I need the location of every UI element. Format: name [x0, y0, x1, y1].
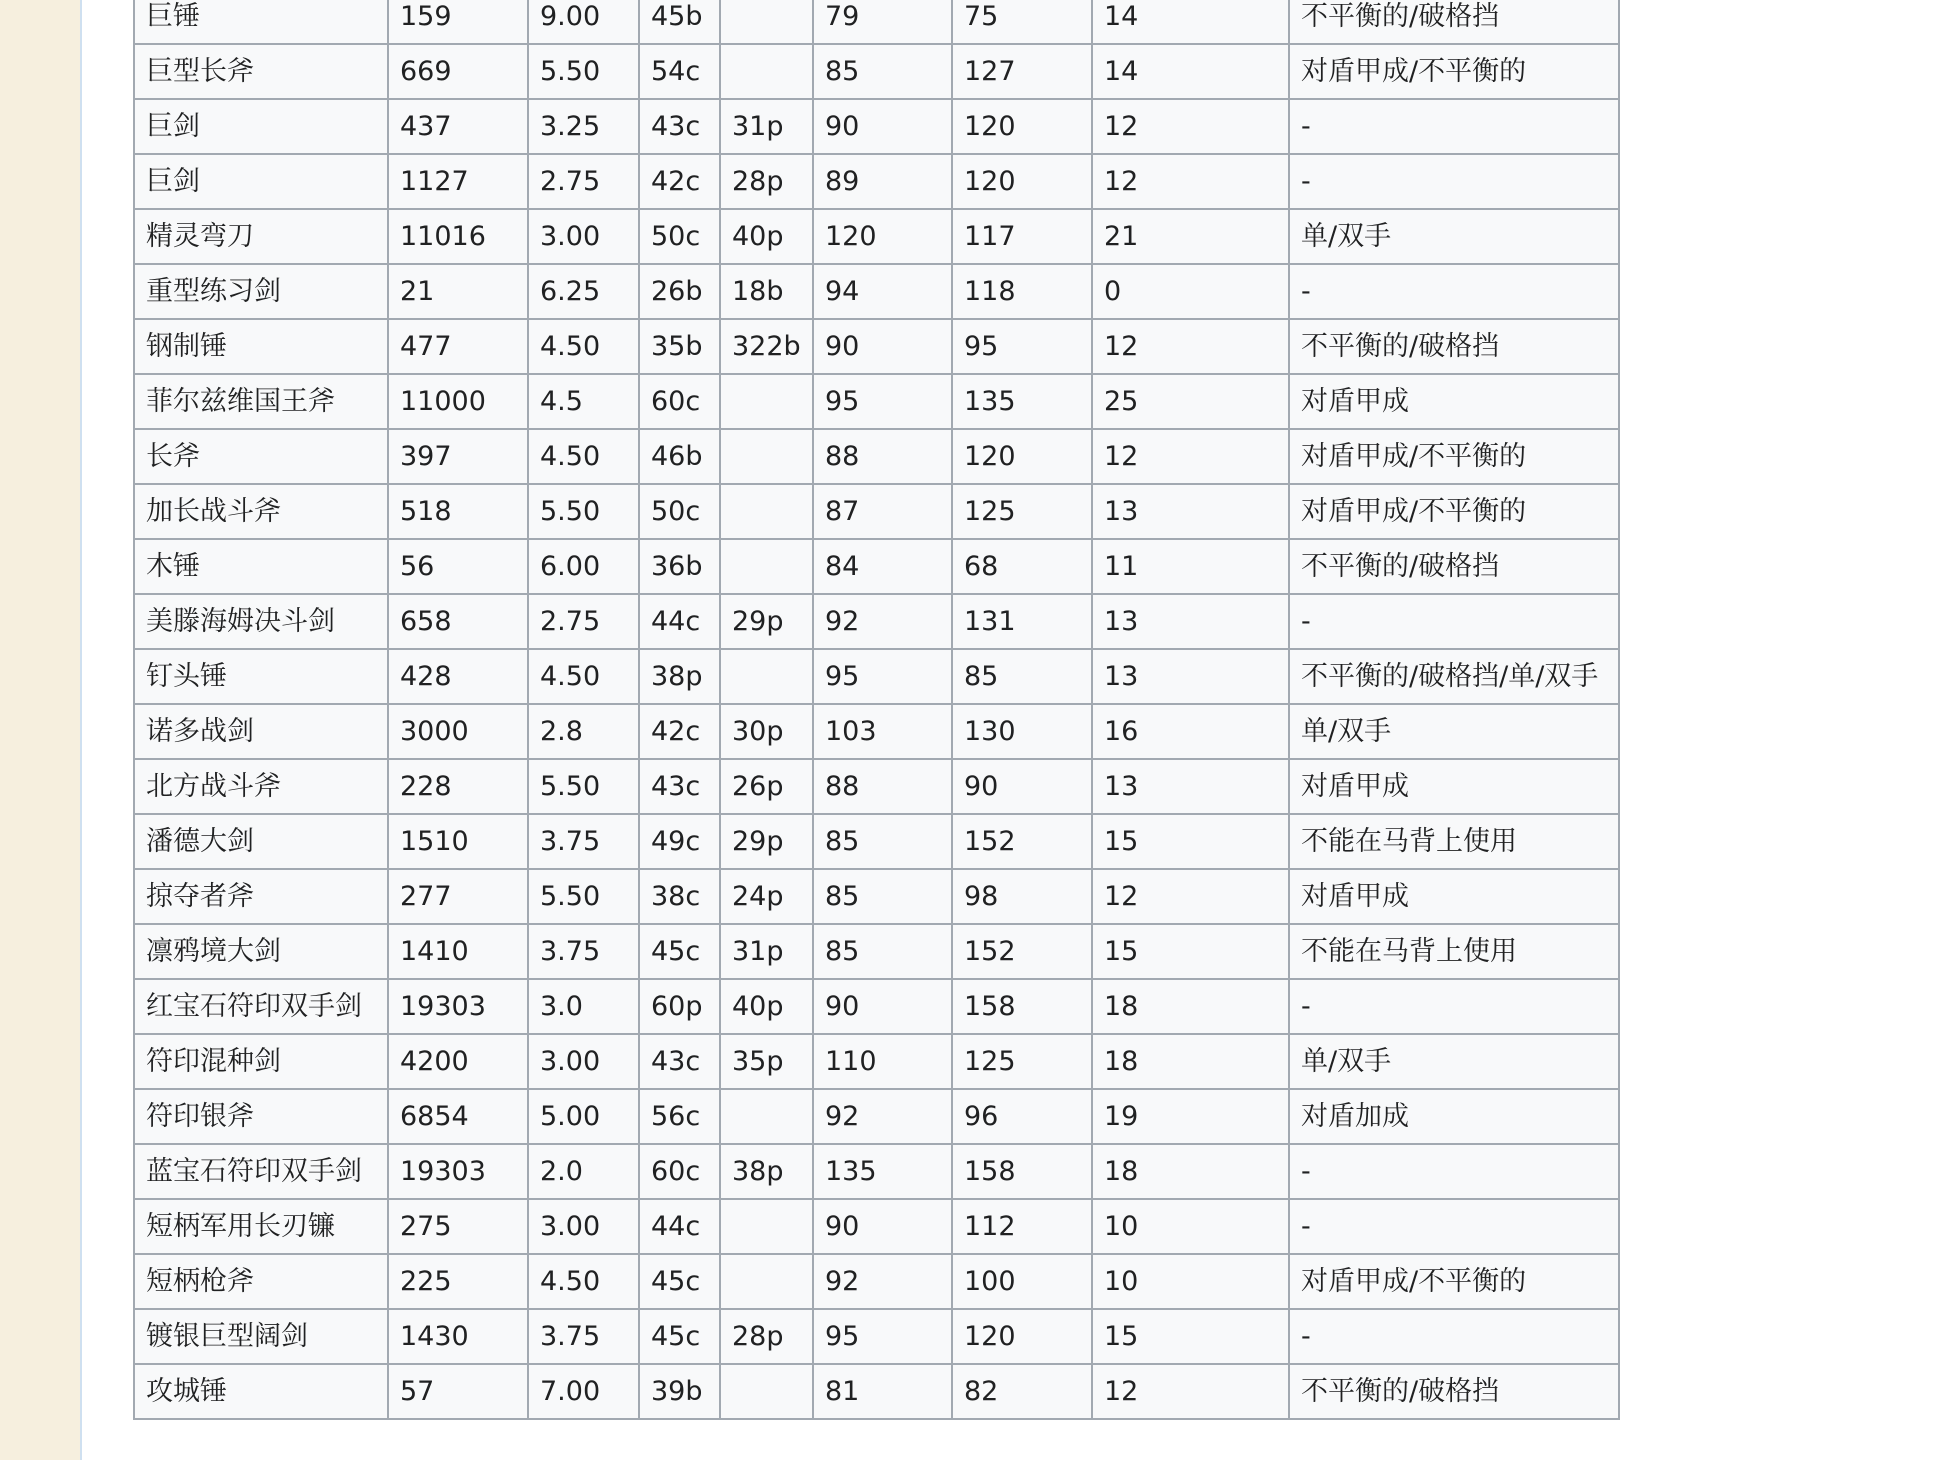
thrust-damage-cell: 29p: [720, 594, 813, 649]
thrust-damage-cell: 18b: [720, 264, 813, 319]
reach-cell: 130: [952, 704, 1092, 759]
weapon-name-cell: 符印银斧: [134, 1089, 388, 1144]
difficulty-cell: 18: [1092, 979, 1289, 1034]
price-cell: 1510: [388, 814, 528, 869]
notes-cell: 不能在马背上使用: [1289, 924, 1619, 979]
thrust-damage-cell: [720, 539, 813, 594]
swing-damage-cell: 38c: [639, 869, 720, 924]
speed-cell: 90: [813, 99, 952, 154]
table-row: [134, 209, 1619, 264]
speed-cell: 90: [813, 979, 952, 1034]
table-row: [134, 924, 1619, 979]
swing-damage-cell: 45c: [639, 1254, 720, 1309]
weight-cell: 5.50: [528, 759, 639, 814]
notes-cell: 对盾甲成/不平衡的: [1289, 44, 1619, 99]
table-row: [134, 1144, 1619, 1199]
notes-cell: 不平衡的/破格挡: [1289, 539, 1619, 594]
difficulty-cell: 14: [1092, 44, 1289, 99]
weapon-name-cell: 加长战斗斧: [134, 484, 388, 539]
price-cell: 1127: [388, 154, 528, 209]
speed-cell: 95: [813, 649, 952, 704]
swing-damage-cell: 44c: [639, 594, 720, 649]
thrust-damage-cell: [720, 0, 813, 44]
weapon-name-cell: 精灵弯刀: [134, 209, 388, 264]
speed-cell: 85: [813, 869, 952, 924]
price-cell: 477: [388, 319, 528, 374]
weapon-name-cell: 北方战斗斧: [134, 759, 388, 814]
table-row: [134, 649, 1619, 704]
price-cell: 1430: [388, 1309, 528, 1364]
table-row: [134, 1199, 1619, 1254]
difficulty-cell: 18: [1092, 1144, 1289, 1199]
price-cell: 397: [388, 429, 528, 484]
price-cell: 518: [388, 484, 528, 539]
price-cell: 277: [388, 869, 528, 924]
difficulty-cell: 25: [1092, 374, 1289, 429]
notes-cell: -: [1289, 1144, 1619, 1199]
table-row: [134, 484, 1619, 539]
price-cell: 56: [388, 539, 528, 594]
weapon-name-cell: 长斧: [134, 429, 388, 484]
table-row: [134, 0, 1619, 44]
thrust-damage-cell: 31p: [720, 99, 813, 154]
notes-cell: 对盾甲成: [1289, 374, 1619, 429]
swing-damage-cell: 60c: [639, 1144, 720, 1199]
notes-cell: 对盾甲成/不平衡的: [1289, 429, 1619, 484]
notes-cell: -: [1289, 99, 1619, 154]
price-cell: 19303: [388, 1144, 528, 1199]
notes-cell: 不平衡的/破格挡: [1289, 319, 1619, 374]
thrust-damage-cell: [720, 374, 813, 429]
speed-cell: 92: [813, 594, 952, 649]
speed-cell: 120: [813, 209, 952, 264]
price-cell: 6854: [388, 1089, 528, 1144]
notes-cell: 不平衡的/破格挡: [1289, 0, 1619, 44]
speed-cell: 89: [813, 154, 952, 209]
reach-cell: 125: [952, 1034, 1092, 1089]
swing-damage-cell: 26b: [639, 264, 720, 319]
difficulty-cell: 16: [1092, 704, 1289, 759]
speed-cell: 88: [813, 759, 952, 814]
reach-cell: 82: [952, 1364, 1092, 1419]
swing-damage-cell: 36b: [639, 539, 720, 594]
reach-cell: 152: [952, 814, 1092, 869]
notes-cell: -: [1289, 594, 1619, 649]
weapon-name-cell: 钉头锤: [134, 649, 388, 704]
reach-cell: 120: [952, 99, 1092, 154]
reach-cell: 125: [952, 484, 1092, 539]
swing-damage-cell: 49c: [639, 814, 720, 869]
table-row: [134, 44, 1619, 99]
speed-cell: 85: [813, 814, 952, 869]
weapon-name-cell: 镀银巨型阔剑: [134, 1309, 388, 1364]
speed-cell: 103: [813, 704, 952, 759]
speed-cell: 95: [813, 1309, 952, 1364]
weapons-table-body: [134, 0, 1619, 1419]
weapon-name-cell: 掠夺者斧: [134, 869, 388, 924]
table-row: [134, 99, 1619, 154]
price-cell: 669: [388, 44, 528, 99]
weight-cell: 5.00: [528, 1089, 639, 1144]
weapon-name-cell: 巨剑: [134, 99, 388, 154]
swing-damage-cell: 54c: [639, 44, 720, 99]
weight-cell: 5.50: [528, 869, 639, 924]
reach-cell: 112: [952, 1199, 1092, 1254]
swing-damage-cell: 39b: [639, 1364, 720, 1419]
table-row: [134, 1254, 1619, 1309]
weight-cell: 6.00: [528, 539, 639, 594]
notes-cell: 不能在马背上使用: [1289, 814, 1619, 869]
table-row: [134, 1034, 1619, 1089]
difficulty-cell: 15: [1092, 924, 1289, 979]
difficulty-cell: 19: [1092, 1089, 1289, 1144]
weapon-name-cell: 重型练习剑: [134, 264, 388, 319]
table-row: [134, 869, 1619, 924]
swing-damage-cell: 45c: [639, 1309, 720, 1364]
price-cell: 228: [388, 759, 528, 814]
thrust-damage-cell: 35p: [720, 1034, 813, 1089]
speed-cell: 135: [813, 1144, 952, 1199]
price-cell: 275: [388, 1199, 528, 1254]
weight-cell: 2.75: [528, 154, 639, 209]
notes-cell: 对盾甲成: [1289, 759, 1619, 814]
difficulty-cell: 10: [1092, 1199, 1289, 1254]
swing-damage-cell: 44c: [639, 1199, 720, 1254]
table-row: [134, 979, 1619, 1034]
table-row: [134, 319, 1619, 374]
weight-cell: 6.25: [528, 264, 639, 319]
thrust-damage-cell: [720, 484, 813, 539]
reach-cell: 158: [952, 1144, 1092, 1199]
speed-cell: 87: [813, 484, 952, 539]
difficulty-cell: 12: [1092, 154, 1289, 209]
notes-cell: -: [1289, 264, 1619, 319]
difficulty-cell: 12: [1092, 99, 1289, 154]
table-row: [134, 539, 1619, 594]
price-cell: 3000: [388, 704, 528, 759]
swing-damage-cell: 43c: [639, 759, 720, 814]
difficulty-cell: 15: [1092, 814, 1289, 869]
table-row: [134, 1089, 1619, 1144]
table-row: [134, 704, 1619, 759]
notes-cell: -: [1289, 1199, 1619, 1254]
thrust-damage-cell: [720, 1089, 813, 1144]
weight-cell: 3.75: [528, 924, 639, 979]
table-row: [134, 759, 1619, 814]
weight-cell: 4.50: [528, 319, 639, 374]
price-cell: 19303: [388, 979, 528, 1034]
notes-cell: 对盾甲成/不平衡的: [1289, 1254, 1619, 1309]
weight-cell: 3.00: [528, 1034, 639, 1089]
weight-cell: 2.75: [528, 594, 639, 649]
speed-cell: 84: [813, 539, 952, 594]
thrust-damage-cell: [720, 44, 813, 99]
reach-cell: 120: [952, 154, 1092, 209]
swing-damage-cell: 50c: [639, 484, 720, 539]
left-margin-panel: [0, 0, 82, 1460]
swing-damage-cell: 45c: [639, 924, 720, 979]
reach-cell: 131: [952, 594, 1092, 649]
weight-cell: 4.5: [528, 374, 639, 429]
speed-cell: 94: [813, 264, 952, 319]
swing-damage-cell: 46b: [639, 429, 720, 484]
weight-cell: 4.50: [528, 649, 639, 704]
weapon-name-cell: 钢制锤: [134, 319, 388, 374]
swing-damage-cell: 60p: [639, 979, 720, 1034]
difficulty-cell: 14: [1092, 0, 1289, 44]
speed-cell: 85: [813, 44, 952, 99]
thrust-damage-cell: 29p: [720, 814, 813, 869]
notes-cell: 单/双手: [1289, 209, 1619, 264]
swing-damage-cell: 43c: [639, 1034, 720, 1089]
speed-cell: 95: [813, 374, 952, 429]
swing-damage-cell: 38p: [639, 649, 720, 704]
page-content: [84, 0, 1946, 1460]
difficulty-cell: 13: [1092, 759, 1289, 814]
difficulty-cell: 11: [1092, 539, 1289, 594]
weapon-name-cell: 木锤: [134, 539, 388, 594]
weapon-name-cell: 符印混种剑: [134, 1034, 388, 1089]
thrust-damage-cell: 30p: [720, 704, 813, 759]
reach-cell: 127: [952, 44, 1092, 99]
reach-cell: 85: [952, 649, 1092, 704]
price-cell: 437: [388, 99, 528, 154]
speed-cell: 110: [813, 1034, 952, 1089]
difficulty-cell: 10: [1092, 1254, 1289, 1309]
weapon-name-cell: 潘德大剑: [134, 814, 388, 869]
reach-cell: 75: [952, 0, 1092, 44]
thrust-damage-cell: 28p: [720, 154, 813, 209]
speed-cell: 88: [813, 429, 952, 484]
thrust-damage-cell: 38p: [720, 1144, 813, 1199]
speed-cell: 79: [813, 0, 952, 44]
reach-cell: 100: [952, 1254, 1092, 1309]
thrust-damage-cell: 31p: [720, 924, 813, 979]
table-row: [134, 814, 1619, 869]
weapon-name-cell: 巨型长斧: [134, 44, 388, 99]
weight-cell: 3.00: [528, 209, 639, 264]
weapon-name-cell: 美滕海姆决斗剑: [134, 594, 388, 649]
thrust-damage-cell: 40p: [720, 209, 813, 264]
difficulty-cell: 15: [1092, 1309, 1289, 1364]
table-row: [134, 594, 1619, 649]
weight-cell: 3.75: [528, 814, 639, 869]
difficulty-cell: 13: [1092, 649, 1289, 704]
thrust-damage-cell: [720, 1199, 813, 1254]
speed-cell: 92: [813, 1254, 952, 1309]
reach-cell: 152: [952, 924, 1092, 979]
price-cell: 1410: [388, 924, 528, 979]
thrust-damage-cell: 322b: [720, 319, 813, 374]
weapon-name-cell: 菲尔兹维国王斧: [134, 374, 388, 429]
weight-cell: 3.00: [528, 1199, 639, 1254]
notes-cell: -: [1289, 1309, 1619, 1364]
price-cell: 658: [388, 594, 528, 649]
notes-cell: 对盾甲成: [1289, 869, 1619, 924]
notes-cell: 单/双手: [1289, 1034, 1619, 1089]
table-row: [134, 1309, 1619, 1364]
reach-cell: 95: [952, 319, 1092, 374]
speed-cell: 92: [813, 1089, 952, 1144]
swing-damage-cell: 50c: [639, 209, 720, 264]
weight-cell: 7.00: [528, 1364, 639, 1419]
price-cell: 11016: [388, 209, 528, 264]
price-cell: 225: [388, 1254, 528, 1309]
weight-cell: 5.50: [528, 44, 639, 99]
difficulty-cell: 12: [1092, 1364, 1289, 1419]
reach-cell: 120: [952, 1309, 1092, 1364]
weapons-table: [133, 0, 1620, 1420]
notes-cell: 单/双手: [1289, 704, 1619, 759]
swing-damage-cell: 35b: [639, 319, 720, 374]
swing-damage-cell: 42c: [639, 704, 720, 759]
difficulty-cell: 12: [1092, 869, 1289, 924]
thrust-damage-cell: 24p: [720, 869, 813, 924]
reach-cell: 135: [952, 374, 1092, 429]
price-cell: 11000: [388, 374, 528, 429]
speed-cell: 90: [813, 319, 952, 374]
reach-cell: 90: [952, 759, 1092, 814]
reach-cell: 98: [952, 869, 1092, 924]
weapon-name-cell: 短柄军用长刃镰: [134, 1199, 388, 1254]
notes-cell: -: [1289, 154, 1619, 209]
swing-damage-cell: 56c: [639, 1089, 720, 1144]
weapon-name-cell: 短柄枪斧: [134, 1254, 388, 1309]
price-cell: 159: [388, 0, 528, 44]
swing-damage-cell: 42c: [639, 154, 720, 209]
weapon-name-cell: 巨锤: [134, 0, 388, 44]
thrust-damage-cell: [720, 1254, 813, 1309]
weight-cell: 3.0: [528, 979, 639, 1034]
speed-cell: 81: [813, 1364, 952, 1419]
reach-cell: 120: [952, 429, 1092, 484]
price-cell: 57: [388, 1364, 528, 1419]
thrust-damage-cell: [720, 429, 813, 484]
difficulty-cell: 13: [1092, 484, 1289, 539]
weapon-name-cell: 巨剑: [134, 154, 388, 209]
weapon-name-cell: 红宝石符印双手剑: [134, 979, 388, 1034]
table-row: [134, 429, 1619, 484]
thrust-damage-cell: [720, 1364, 813, 1419]
weapon-name-cell: 凛鸦境大剑: [134, 924, 388, 979]
weight-cell: 2.8: [528, 704, 639, 759]
table-row: [134, 264, 1619, 319]
price-cell: 428: [388, 649, 528, 704]
reach-cell: 117: [952, 209, 1092, 264]
reach-cell: 68: [952, 539, 1092, 594]
swing-damage-cell: 60c: [639, 374, 720, 429]
thrust-damage-cell: 26p: [720, 759, 813, 814]
table-row: [134, 374, 1619, 429]
difficulty-cell: 12: [1092, 319, 1289, 374]
notes-cell: 不平衡的/破格挡: [1289, 1364, 1619, 1419]
thrust-damage-cell: 40p: [720, 979, 813, 1034]
difficulty-cell: 18: [1092, 1034, 1289, 1089]
price-cell: 21: [388, 264, 528, 319]
difficulty-cell: 13: [1092, 594, 1289, 649]
thrust-damage-cell: 28p: [720, 1309, 813, 1364]
weight-cell: 3.25: [528, 99, 639, 154]
table-row: [134, 154, 1619, 209]
thrust-damage-cell: [720, 649, 813, 704]
reach-cell: 158: [952, 979, 1092, 1034]
swing-damage-cell: 43c: [639, 99, 720, 154]
swing-damage-cell: 45b: [639, 0, 720, 44]
weapon-name-cell: 蓝宝石符印双手剑: [134, 1144, 388, 1199]
weight-cell: 3.75: [528, 1309, 639, 1364]
weight-cell: 2.0: [528, 1144, 639, 1199]
reach-cell: 96: [952, 1089, 1092, 1144]
difficulty-cell: 12: [1092, 429, 1289, 484]
weight-cell: 5.50: [528, 484, 639, 539]
weapon-name-cell: 攻城锤: [134, 1364, 388, 1419]
weight-cell: 4.50: [528, 429, 639, 484]
notes-cell: -: [1289, 979, 1619, 1034]
notes-cell: 不平衡的/破格挡/单/双手: [1289, 649, 1619, 704]
weapon-name-cell: 诺多战剑: [134, 704, 388, 759]
difficulty-cell: 21: [1092, 209, 1289, 264]
table-row: [134, 1364, 1619, 1419]
price-cell: 4200: [388, 1034, 528, 1089]
weight-cell: 4.50: [528, 1254, 639, 1309]
difficulty-cell: 0: [1092, 264, 1289, 319]
weight-cell: 9.00: [528, 0, 639, 44]
notes-cell: 对盾甲成/不平衡的: [1289, 484, 1619, 539]
reach-cell: 118: [952, 264, 1092, 319]
speed-cell: 90: [813, 1199, 952, 1254]
speed-cell: 85: [813, 924, 952, 979]
notes-cell: 对盾加成: [1289, 1089, 1619, 1144]
